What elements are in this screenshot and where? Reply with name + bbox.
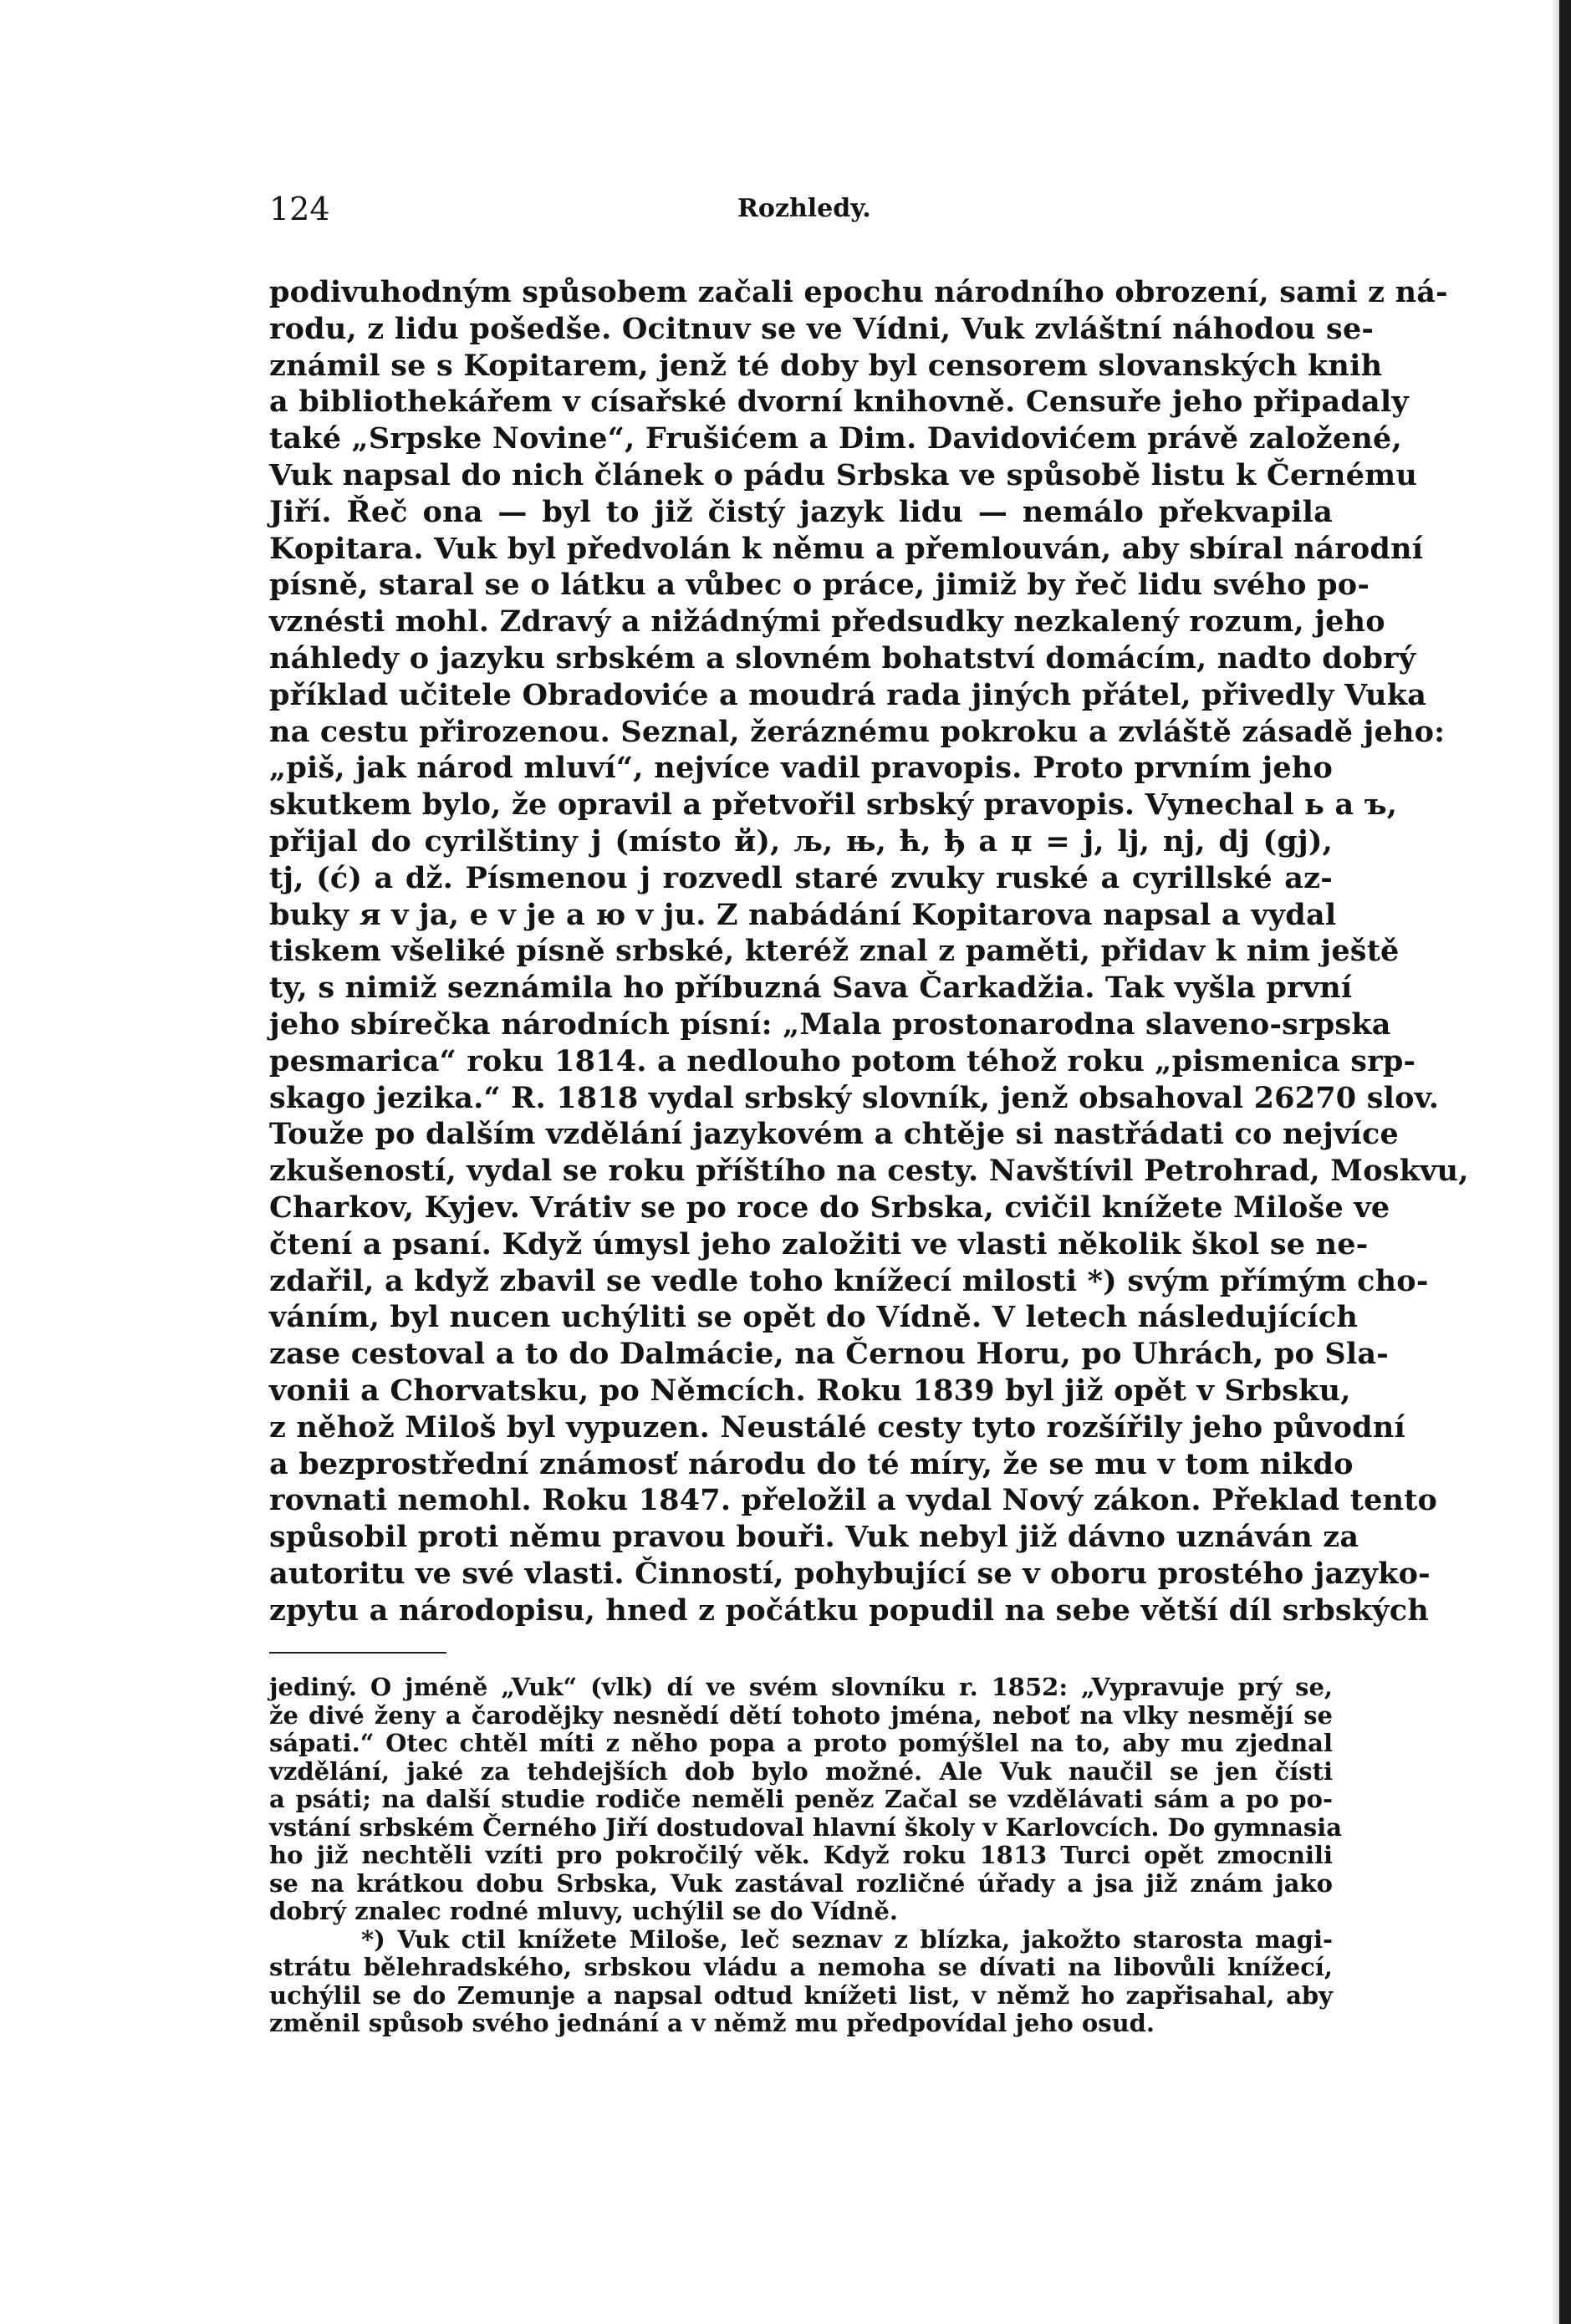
footnote-line: strátu bělehradského, srbskou vládu a nemoha se dívati na libovůli knížecí, (269, 1953, 1333, 1981)
body-line: „piš, jak národ mluví“, nejvíce vadil pravopis. Proto prvním jeho (269, 751, 1333, 786)
body-line: písně, staral se o látku a vůbec o práce, jimiž by řeč lidu svého po- (269, 568, 1370, 603)
body-line: tj, (ć) a dž. Písmenou j rozvedl staré zvuky ruské a cyrillské az- (269, 860, 1333, 895)
body-line: známil se s Kopitarem, jenž té doby byl censorem slovanských knih (269, 348, 1383, 383)
footnote-line: změnil spůsob svého jednání a v němž mu předpovídal jeho osud. (269, 2009, 1155, 2037)
body-line: jeho sbírečka národních písní: „Mala prostonarodna slaveno-srpska (269, 1007, 1391, 1042)
body-line: také „Srpske Novine“, Frušićem a Dim. Davidovićem právě založené, (269, 421, 1402, 456)
body-line: ty, s nimiž seznámila ho příbuzná Sava Čarkadžia. Tak vyšla první (269, 971, 1353, 1006)
page-edge (1559, 0, 1571, 2324)
body-line: náhledy o jazyku srbském a slovném bohatství domácím, nadto dobrý (269, 640, 1416, 675)
body-line: tiskem všeliké písně srbské, kteréž znal z paměti, přidav k nim ještě (269, 934, 1400, 969)
footnote-line: uchýlil se do Zemunje a napsal odtud knížeti list, v němž ho zapřisahal, aby (269, 1980, 1333, 2010)
body-line: z něhož Miloš byl vypuzen. Neustálé cesty tyto rozšířily jeho původní (269, 1409, 1405, 1445)
page-edge-shadow (1551, 0, 1559, 2324)
body-line: Vuk napsal do nich článek o pádu Srbska ve spůsobě listu k Černému (269, 457, 1418, 492)
body-line: čtení a psaní. Když úmysl jeho založiti ve vlasti několik škol se ne- (269, 1226, 1369, 1261)
body-line: rodu, z lidu pošedše. Ocitnuv se ve Vídni, Vuk zvláštní náhodou se- (269, 311, 1375, 346)
body-line: skutkem bylo, že opravil a přetvořil srbský pravopis. Vynechal ь a ъ, (269, 787, 1398, 823)
body-line: a bibliothekářem v císařské dvorní knihovně. Censuře jeho připadaly (269, 385, 1409, 420)
body-line: zdařil, a když zbavil se vedle toho knížecí milosti *) svým přímým cho- (269, 1263, 1429, 1298)
body-line: buky я v ja, e v je a ю v ju. Z nabádání Kopitarova napsal a vydal (269, 897, 1337, 932)
footnote-line: dobrý znalec rodné mluvy, uchýlil se do Vídně. (269, 1897, 898, 1925)
footnote-line: *) Vuk ctil knížete Miloše, leč seznav z blízka, jakožto starosta magi- (361, 1924, 1333, 1954)
body-line: Kopitara. Vuk byl předvolán k němu a přemlouván, aby sbíral národní (269, 531, 1424, 566)
body-line: rovnati nemohl. Roku 1847. přeložil a vydal Nový zákon. Překlad tento (269, 1483, 1438, 1518)
footnote-line: jediný. O jméně „Vuk“ (vlk) dí ve svém slovníku r. 1852: „Vypravuje prý se, (269, 1673, 1333, 1701)
body-line: podivuhodným spůsobem začali epochu národního obrození, sami z ná- (269, 275, 1448, 309)
body-line: na cestu přirozenou. Seznal, žeráznému pokroku a zvláště zásadě jeho: (269, 714, 1446, 749)
body-line: váním, byl nucen uchýliti se opět do Vídně. V letech následujících (269, 1300, 1359, 1335)
body-line: zkušeností, vydal se roku příštího na cesty. Navštívil Petrohrad, Moskvu, (269, 1154, 1469, 1189)
body-line: a bezprostřední známosť národu do té míry, že se mu v tom nikdo (269, 1446, 1354, 1481)
body-line: vznésti mohl. Zdravý a nižádnými předsudky nezkalený rozum, jeho (269, 604, 1385, 640)
body-line: zpytu a národopisu, hned z počátku popudil na sebe větší díl srbských (269, 1593, 1429, 1628)
footnotes-block (269, 1673, 1343, 2038)
body-line: přijal do cyrilštiny j (místo й), љ, њ, ћ, ђ a џ = j, lj, nj, dj (gj), (269, 823, 1333, 859)
footnote-line: sápati.“ Otec chtěl míti z něho popa a proto pomýšlel na to, aby mu zjednal (269, 1729, 1333, 1757)
page-header (269, 191, 1331, 231)
footnote-line: se na krátkou dobu Srbska, Vuk zastával rozličné úřady a jsa již znám jako (269, 1868, 1333, 1898)
page-number: 124 (269, 191, 330, 227)
body-line: zase cestoval a to do Dalmácie, na Černou Horu, po Uhrách, po Sla- (269, 1337, 1390, 1372)
body-line: pesmarica“ roku 1814. a nedlouho potom téhož roku „pismenica srp- (269, 1043, 1416, 1078)
main-text-block (269, 274, 1469, 1628)
body-line: autoritu ve své vlasti. Činností, pohybující se v oboru prostého jazyko- (269, 1556, 1431, 1591)
footnote-line: že divé ženy a čarodějky nesnědí dětí tohoto jména, neboť na vlky nesmějí se (269, 1700, 1333, 1730)
body-line: příklad učitele Obradoviće a moudrá rada jiných přátel, přivedly Vuka (269, 677, 1427, 712)
footnote-line: ho již nechtěli vzíti pro pokročilý věk. Když roku 1813 Turci opět zmocnili (269, 1841, 1333, 1869)
running-title: Rozhledy. (737, 194, 871, 223)
footnote-line: a psáti; na další studie rodiče neměli peněz Začal se vzdělávati sám a po po- (269, 1785, 1333, 1813)
body-line: Touže po dalším vzdělání jazykovém a chtěje si nastřádati co nejvíce (269, 1117, 1399, 1152)
footnote-line: vzdělání, jaké za tehdejších dob bylo možné. Ale Vuk naučil se jen čísti (269, 1756, 1333, 1786)
footnote-line: vstání srbském Černého Jiří dostudoval hlavní školy v Karlovcích. Do gymnasia (269, 1812, 1343, 1842)
body-line: Charkov, Kyjev. Vrátiv se po roce do Srbska, cvičil knížete Miloše ve (269, 1190, 1390, 1225)
body-line: spůsobil proti němu pravou bouři. Vuk nebyl již dávno uznáván za (269, 1520, 1359, 1555)
body-line: skago jezika.“ R. 1818 vydal srbský slovník, jenž obsahoval 26270 slov. (269, 1080, 1440, 1115)
footnote-separator (269, 1652, 446, 1654)
body-line: vonii a Chorvatsku, po Němcích. Roku 1839 byl již opět v Srbsku, (269, 1373, 1351, 1408)
body-line: Jiří. Řeč ona — byl to již čistý jazyk lidu — nemálo překvapila (269, 494, 1333, 529)
